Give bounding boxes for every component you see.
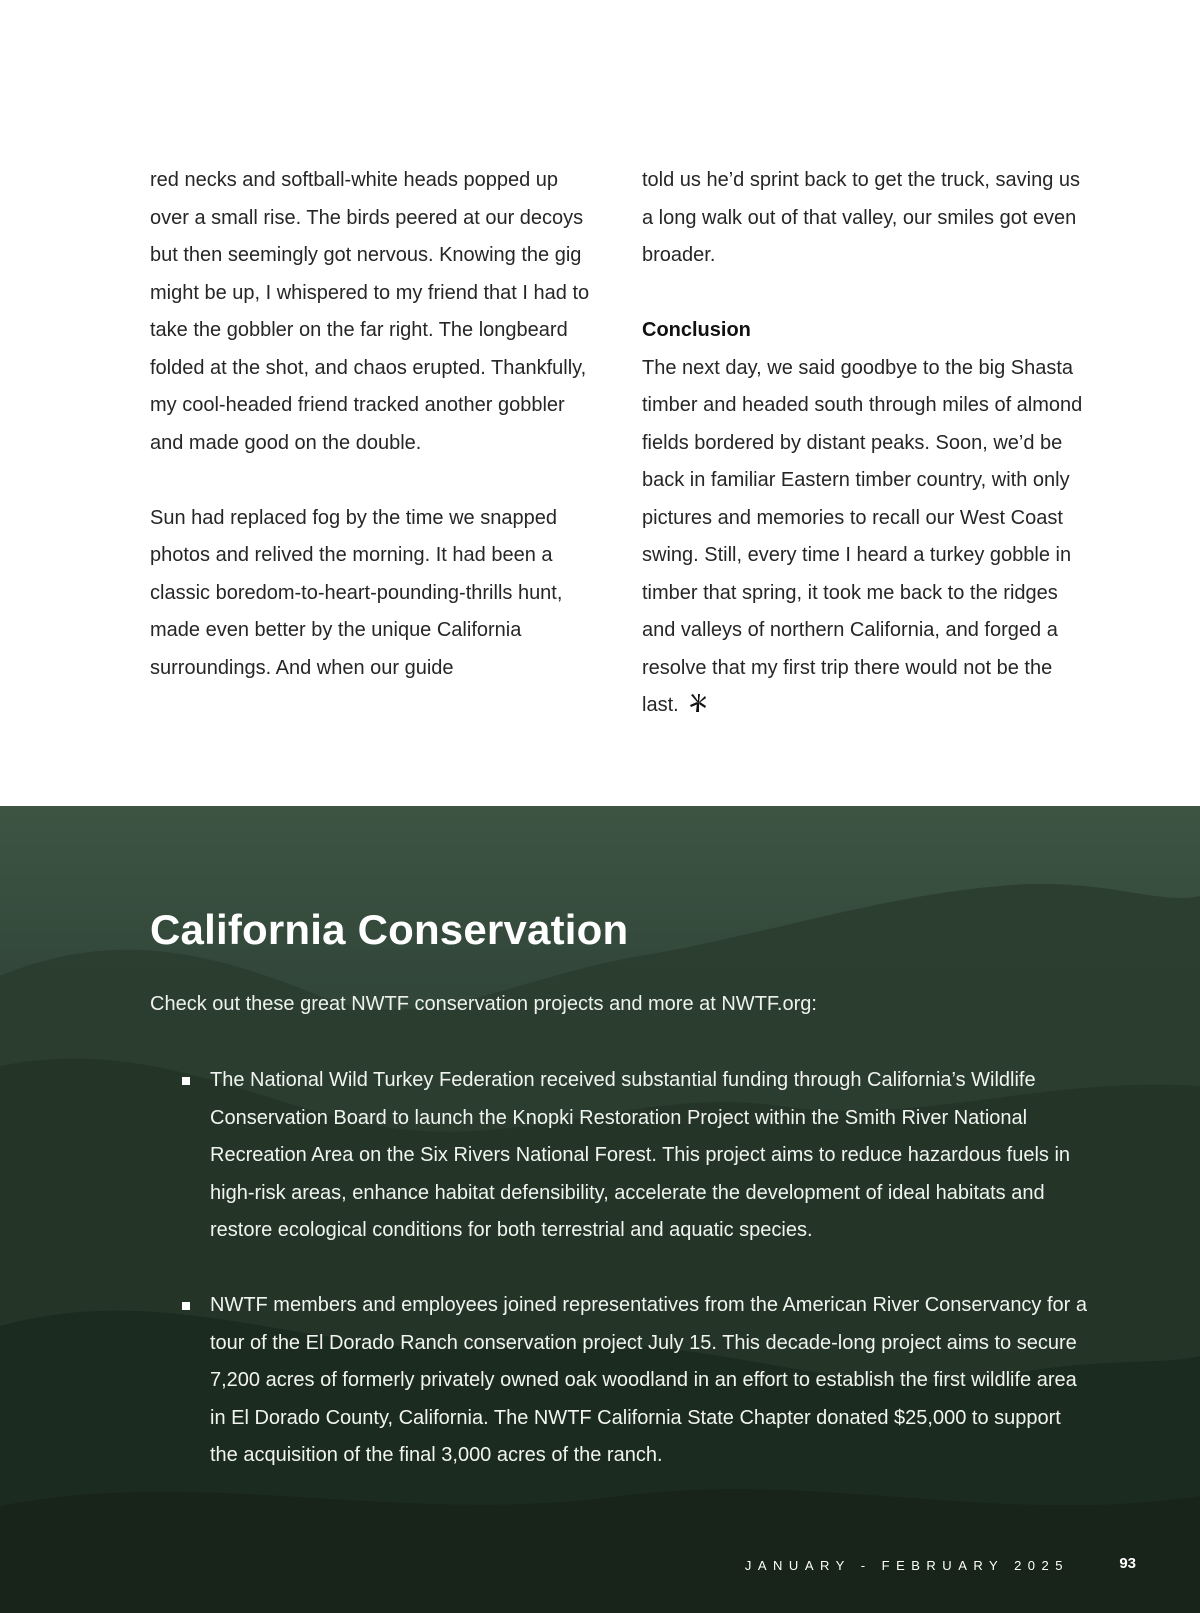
- article-paragraph: told us he’d sprint back to get the truck, saving us a long walk out of that valley, our smiles got even broader.: [642, 169, 1081, 266]
- section-intro: Check out these great NWTF conservation projects and more at NWTF.org:: [150, 993, 817, 1015]
- article-right-column: [642, 162, 1087, 727]
- conclusion-subhead: Conclusion: [642, 319, 751, 341]
- conclusion-paragraph: The next day, we said goodbye to the big Shasta timber and headed south through miles of almond fields bordered by distant peaks. Soon, we’d be back in familiar Eastern timber country, with only pictures and memories to recall our West Coast swing. Still, every time I heard a turkey gobble in timber that spring, it took me back to the ridges and valleys of northern California, and forged a resolve that my first trip there would not be the last.: [642, 356, 1083, 716]
- article-paragraph: red necks and softball-white heads popped up over a small rise. The birds peered at our decoys but then seemingly got nervous. Knowing the gig might be up, I whispered to my friend that I had to take the gobbler on the far right. The longbeard folded at the shot, and chaos erupted. Thankfully, my cool-headed friend tracked another gobbler and made good on the double.: [150, 169, 590, 454]
- article-paragraph: Sun had replaced fog by the time we snapped photos and relived the morning. It had been a classic boredom-to-heart-pounding-thrills hunt, made even better by the unique California surroundings. And when our guide: [150, 506, 563, 679]
- list-item-text: The National Wild Turkey Federation received substantial funding through California’s Wildlife Conservation Board to launch the Knopki Restoration Project within the Smith River National Recreation Area on the Six Rivers National Forest. This project aims to reduce hazardous fuels in high-risk areas, enhance habitat defensibility, accelerate the development of ideal habitats and restore ecological conditions for both terrestrial and aquatic species.: [210, 1069, 1071, 1241]
- conservation-project-list: [150, 1062, 1090, 1512]
- conservation-section: [0, 806, 1200, 1613]
- list-item: [150, 1062, 1090, 1250]
- turkey-track-icon: [688, 689, 708, 727]
- list-item: [150, 1287, 1090, 1475]
- conclusion-section: [642, 312, 1087, 727]
- page-number: 93: [1119, 1555, 1136, 1572]
- section-title: California Conservation: [150, 906, 629, 953]
- article-body: [0, 0, 1200, 806]
- list-item-text: NWTF members and employees joined representatives from the American River Conservancy for a tour of the El Dorado Ranch conservation project July 15. This decade-long project aims to secure 7,200 acres of formerly privately owned oak woodland in an effort to establish the first wildlife area in El Dorado County, California. The NWTF California State Chapter donated $25,000 to support the acquisition of the final 3,000 acres of the ranch.: [210, 1294, 1088, 1466]
- issue-date: JANUARY - FEBRUARY 2025: [744, 1558, 1069, 1573]
- bullet-square-icon: [182, 1077, 190, 1085]
- article-left-column: [150, 162, 595, 687]
- bullet-square-icon: [182, 1302, 190, 1310]
